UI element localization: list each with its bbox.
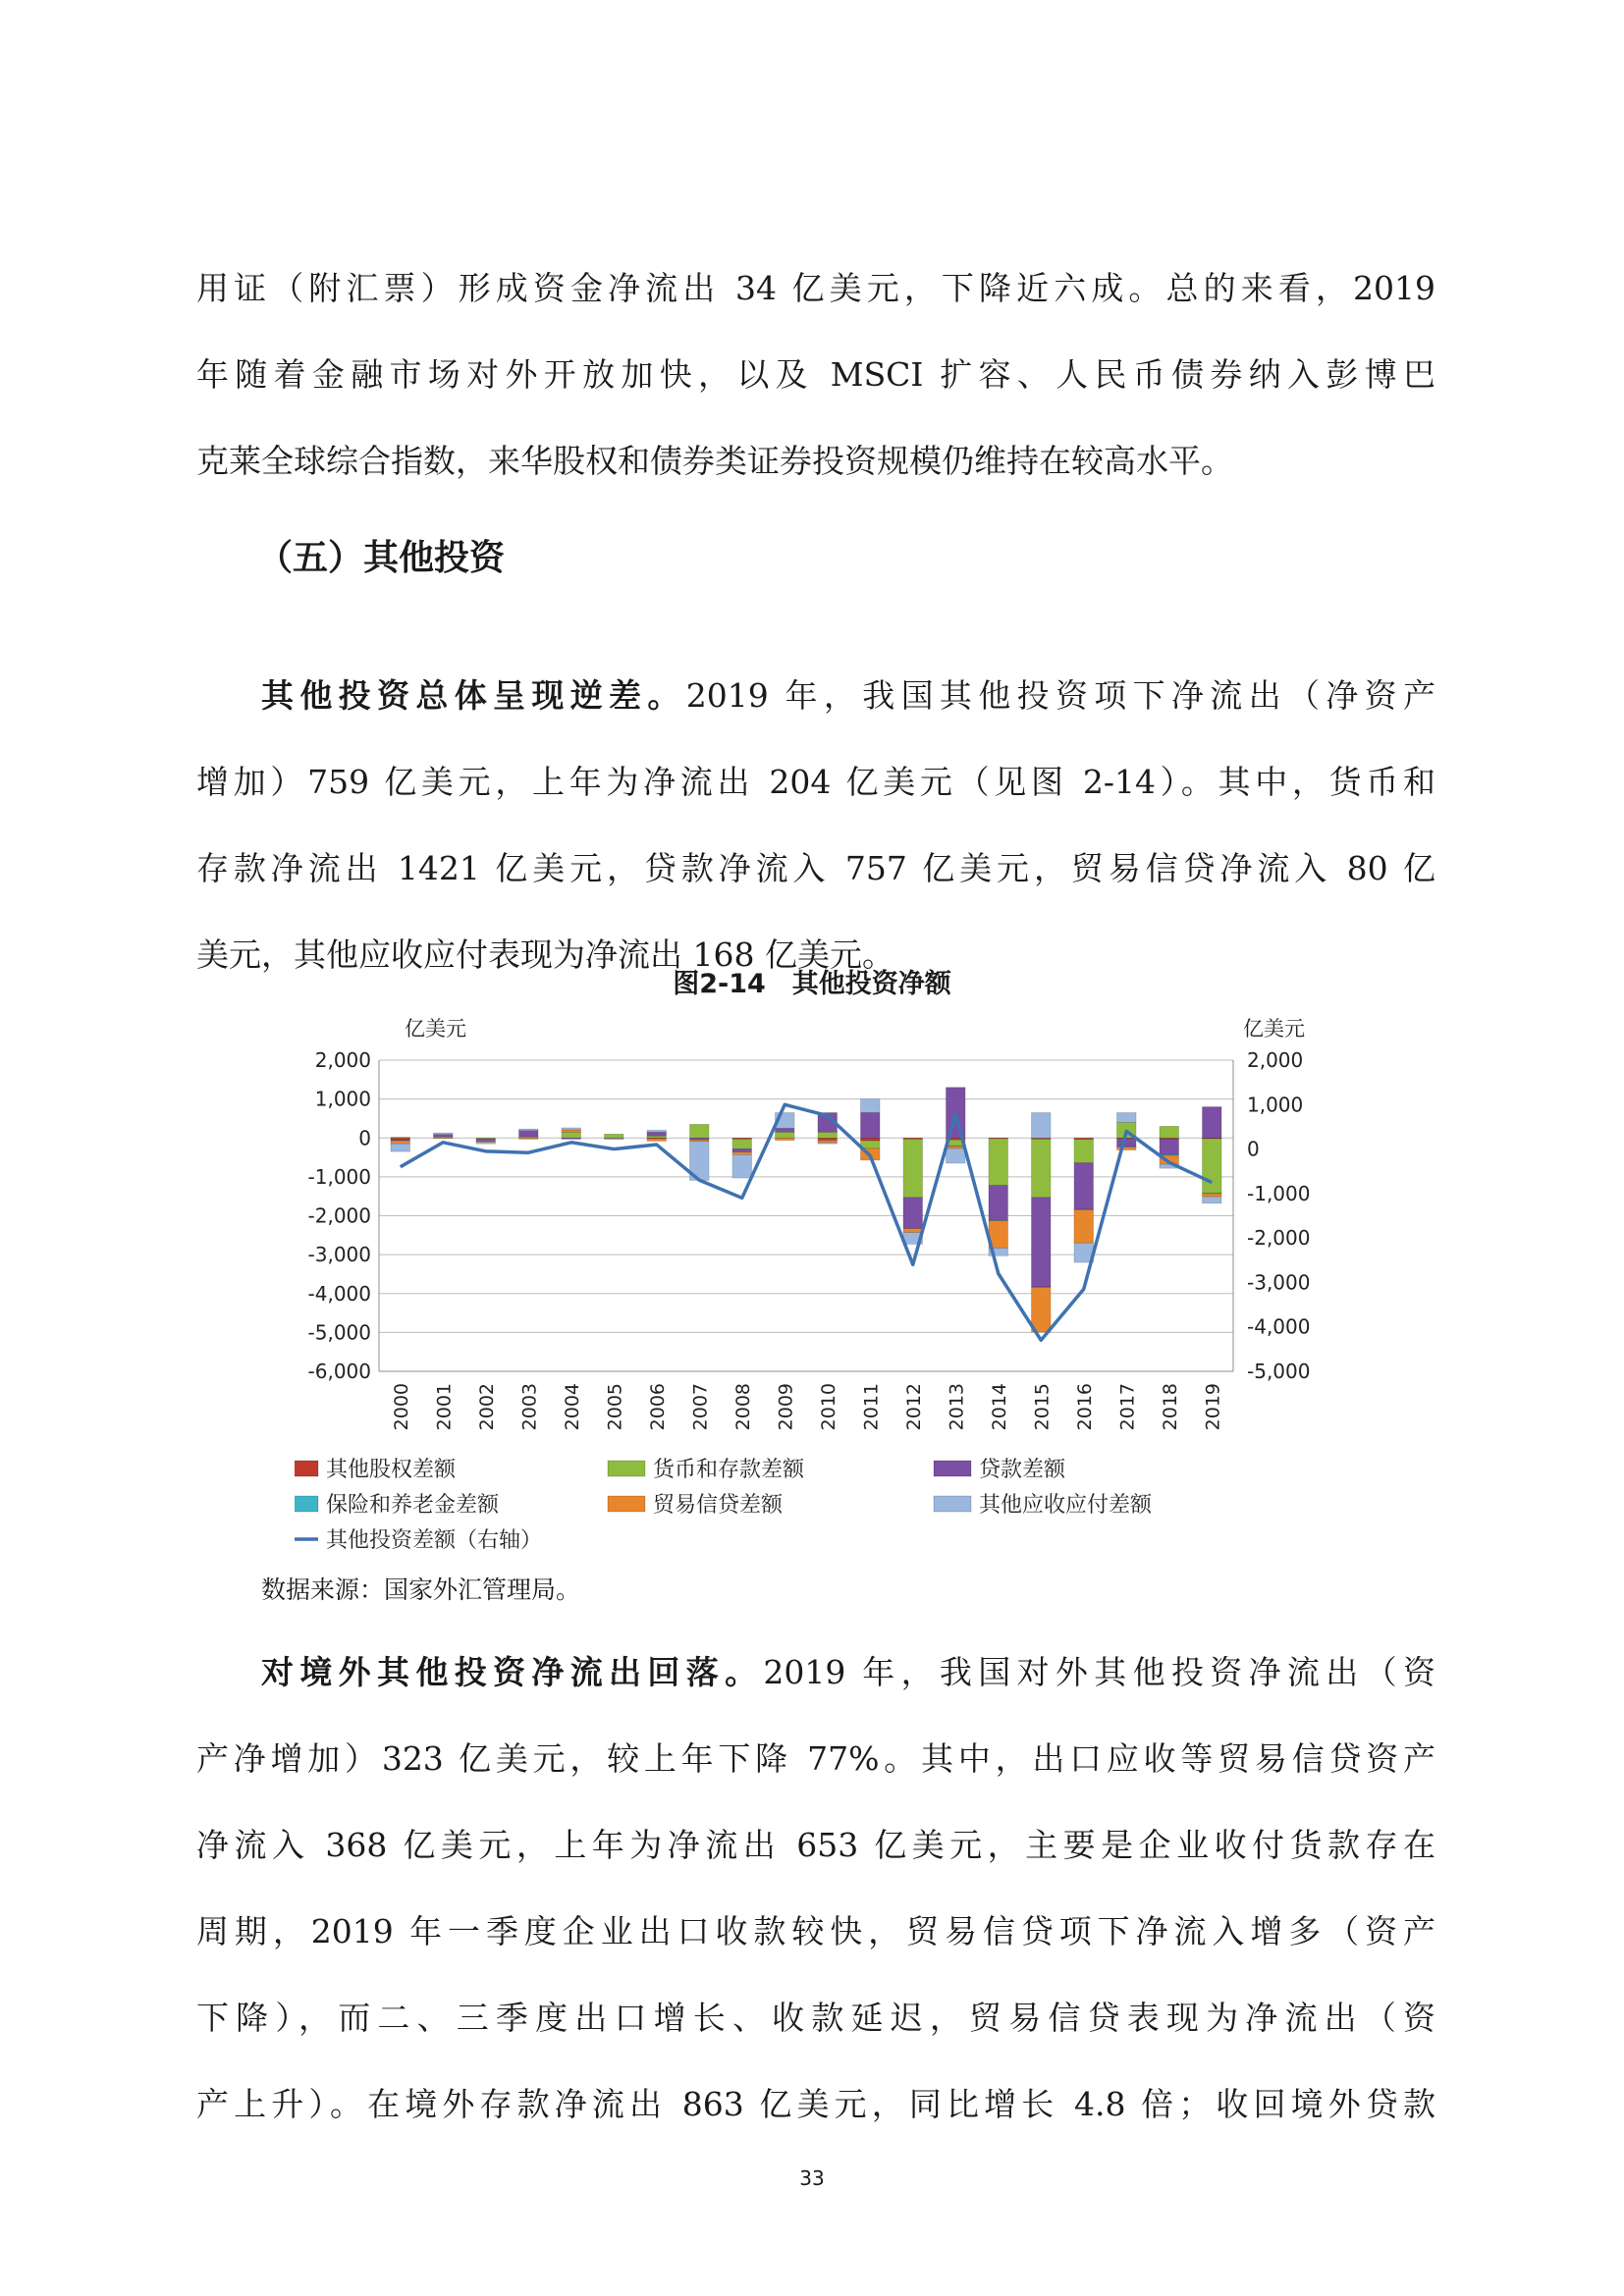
left-axis-tick-label: -5,000: [307, 1320, 371, 1345]
text-line: 增加）759 亿美元，上年为净流出 204 亿美元（见图 2-14）。其中，货币和: [196, 763, 1435, 801]
x-tick-label: 2017: [1116, 1383, 1139, 1431]
bar-segment: [476, 1139, 496, 1141]
legend-swatch: [934, 1461, 971, 1476]
bar-segment: [518, 1129, 538, 1131]
bar-segment: [1031, 1112, 1051, 1138]
bar-segment: [1202, 1197, 1221, 1203]
bar-segment: [1160, 1139, 1179, 1154]
bar-segment: [1031, 1198, 1051, 1287]
bar-segment: [732, 1154, 752, 1178]
bar-segment: [562, 1130, 581, 1132]
legend-label: 贸易信贷差额: [653, 1493, 784, 1518]
bar-segment: [1116, 1112, 1136, 1122]
page-number: 33: [799, 2166, 825, 2190]
right-axis-tick-label: -2,000: [1247, 1226, 1311, 1251]
bar-segment: [433, 1138, 453, 1139]
bar-segment: [1031, 1287, 1051, 1332]
other-investment-chart: [295, 1001, 1335, 1571]
paragraph-intro: [196, 245, 1435, 505]
x-tick-label: 2018: [1159, 1383, 1181, 1431]
x-tick-label: 2019: [1202, 1383, 1224, 1431]
x-tick-label: 2015: [1031, 1383, 1054, 1431]
text-line: [196, 653, 1435, 739]
bar-segment: [989, 1139, 1008, 1186]
lead-sentence: 对境外其他投资净流出回落。: [261, 1653, 764, 1691]
bar-segment: [1031, 1139, 1051, 1197]
bar-segment: [860, 1112, 880, 1138]
section-heading: （五）其他投资: [257, 538, 506, 578]
bar-segment: [604, 1139, 623, 1140]
text-line: [196, 1629, 1435, 1716]
text-line: 年随着金融市场对外开放加快，以及 MSCI 扩容、人民币债券纳入彭博巴: [196, 355, 1435, 394]
bar-segment: [1074, 1140, 1094, 1163]
bar-segment: [818, 1132, 838, 1138]
right-axis-tick-label: -1,000: [1247, 1181, 1311, 1205]
legend-swatch: [934, 1496, 971, 1512]
bar-segment: [775, 1128, 794, 1132]
bar-segment: [433, 1133, 453, 1135]
legend-swatch: [608, 1496, 645, 1512]
bar-segment: [476, 1143, 496, 1145]
x-tick-label: 2006: [646, 1383, 669, 1431]
bar-segment: [775, 1138, 794, 1140]
left-axis-tick-label: -2,000: [307, 1203, 371, 1228]
x-tick-label: 2010: [817, 1383, 839, 1431]
bar-segment: [860, 1138, 880, 1141]
x-tick-label: 2000: [390, 1383, 412, 1431]
legend-label: 货币和存款差额: [653, 1458, 805, 1482]
x-tick-label: 2014: [988, 1383, 1010, 1431]
left-axis-tick-label: 2,000: [314, 1048, 371, 1072]
bar-segment: [647, 1139, 667, 1141]
text-line: 下降），而二、三季度出口增长、收款延迟，贸易信贷表现为净流出（资: [196, 1999, 1435, 2037]
x-tick-label: 2004: [561, 1383, 583, 1431]
bar-segment: [860, 1099, 880, 1113]
x-tick-label: 2013: [946, 1383, 968, 1431]
x-tick-label: 2001: [433, 1383, 456, 1431]
text-line: 产净增加）323 亿美元，较上年下降 77%。其中，出口应收等贸易信贷资产: [196, 1739, 1435, 1778]
legend-label: 其他投资差额（右轴）: [326, 1528, 543, 1553]
bar-segment: [518, 1131, 538, 1137]
bar-segment: [647, 1130, 667, 1132]
text-line: 存款净流出 1421 亿美元，贷款净流入 757 亿美元，贸易信贷净流入 80 亿: [196, 849, 1435, 887]
right-axis-tick-label: 2,000: [1247, 1048, 1304, 1072]
bar-segment: [391, 1141, 410, 1144]
right-axis-tick-label: -4,000: [1247, 1314, 1311, 1339]
bar-segment: [1202, 1139, 1221, 1193]
right-axis-tick-label: 0: [1247, 1137, 1260, 1161]
bar-segment: [1074, 1210, 1094, 1244]
legend-label: 保险和养老金差额: [326, 1493, 500, 1518]
left-axis-tick-label: 1,000: [314, 1087, 371, 1111]
bar-segment: [1202, 1194, 1221, 1197]
right-axis-tick-label: -3,000: [1247, 1270, 1311, 1295]
bar-segment: [818, 1141, 838, 1143]
bar-segment: [433, 1135, 453, 1137]
legend-label: 贷款差额: [979, 1458, 1066, 1482]
bar-segment: [562, 1128, 581, 1130]
bar-segment: [604, 1134, 623, 1138]
x-tick-label: 2016: [1073, 1383, 1096, 1431]
bar-segment: [818, 1138, 838, 1140]
bar-segment: [732, 1152, 752, 1155]
x-tick-label: 2012: [902, 1383, 925, 1431]
x-tick-label: 2011: [860, 1383, 883, 1431]
legend-label: 其他应收应付差额: [979, 1493, 1153, 1518]
x-tick-label: 2005: [604, 1383, 626, 1431]
bar-segment: [562, 1138, 581, 1139]
bar-segment: [391, 1137, 410, 1138]
x-tick-label: 2003: [518, 1383, 541, 1431]
bar-segment: [903, 1198, 923, 1229]
figure-source: 数据来源：国家外汇管理局。: [261, 1575, 581, 1604]
text-line: 周期，2019 年一季度企业出口收款较快，贸易信贷项下净流入增多（资产: [196, 1912, 1435, 1950]
right-axis-tick-label: -5,000: [1247, 1360, 1311, 1383]
bar-segment: [946, 1148, 965, 1163]
bar-segment: [1160, 1126, 1179, 1138]
figure-title: 图2-14 其他投资净额: [673, 969, 951, 999]
text-span: 2019 年，我国对外其他投资净流出（资: [763, 1653, 1435, 1691]
bar-segment: [946, 1147, 965, 1148]
x-tick-label: 2007: [689, 1383, 712, 1431]
text-line: 产上升）。在境外存款净流出 863 亿美元，同比增长 4.8 倍；收回境外贷款: [196, 2085, 1435, 2123]
bar-segment: [518, 1138, 538, 1139]
x-tick-label: 2002: [475, 1383, 498, 1431]
text-line: 净流入 368 亿美元，上年为净流出 653 亿美元，主要是企业收付货款存在: [196, 1826, 1435, 1864]
bar-segment: [562, 1132, 581, 1138]
bar-segment: [391, 1144, 410, 1151]
text-span: 2019 年，我国其他投资项下净流出（净资产: [685, 676, 1435, 715]
bar-segment: [775, 1132, 794, 1138]
x-tick-label: 2009: [775, 1383, 797, 1431]
bar-segment: [689, 1124, 709, 1138]
left-axis-tick-label: -6,000: [307, 1360, 371, 1383]
bar-segment: [1116, 1139, 1136, 1147]
left-axis-tick-label: -4,000: [307, 1281, 371, 1306]
bar-segment: [903, 1139, 923, 1197]
bar-segment: [818, 1143, 838, 1144]
text-line: 美元，其他应收应付表现为净流出 168 亿美元。: [196, 935, 894, 974]
paragraph-outward-investment: [196, 1629, 1435, 2148]
left-axis-unit: 亿美元: [405, 1017, 466, 1041]
bar-segment: [989, 1186, 1008, 1221]
legend-swatch: [295, 1461, 318, 1476]
legend-label: 其他股权差额: [326, 1458, 457, 1482]
x-tick-label: 2008: [731, 1383, 754, 1431]
right-axis-unit: 亿美元: [1243, 1017, 1305, 1041]
left-axis-tick-label: -1,000: [307, 1164, 371, 1189]
bar-segment: [732, 1148, 752, 1151]
left-axis-tick-label: 0: [358, 1126, 371, 1150]
text-line: 用证（附汇票）形成资金净流出 34 亿美元，下降近六成。总的来看，2019: [196, 269, 1435, 307]
bar-segment: [1202, 1107, 1221, 1139]
legend-swatch: [295, 1496, 318, 1512]
text-line: 克莱全球综合指数，来华股权和债券类证券投资规模仍维持在较高水平。: [196, 442, 1233, 480]
paragraph-other-investment: [196, 653, 1435, 998]
bar-segment: [647, 1132, 667, 1136]
lead-sentence: 其他投资总体呈现逆差。: [261, 676, 686, 715]
legend-swatch: [608, 1461, 645, 1476]
right-axis-tick-label: 1,000: [1247, 1093, 1304, 1117]
bar-segment: [732, 1139, 752, 1148]
bar-segment: [1074, 1163, 1094, 1210]
left-axis-tick-label: -3,000: [307, 1243, 371, 1267]
bar-segment: [903, 1229, 923, 1233]
